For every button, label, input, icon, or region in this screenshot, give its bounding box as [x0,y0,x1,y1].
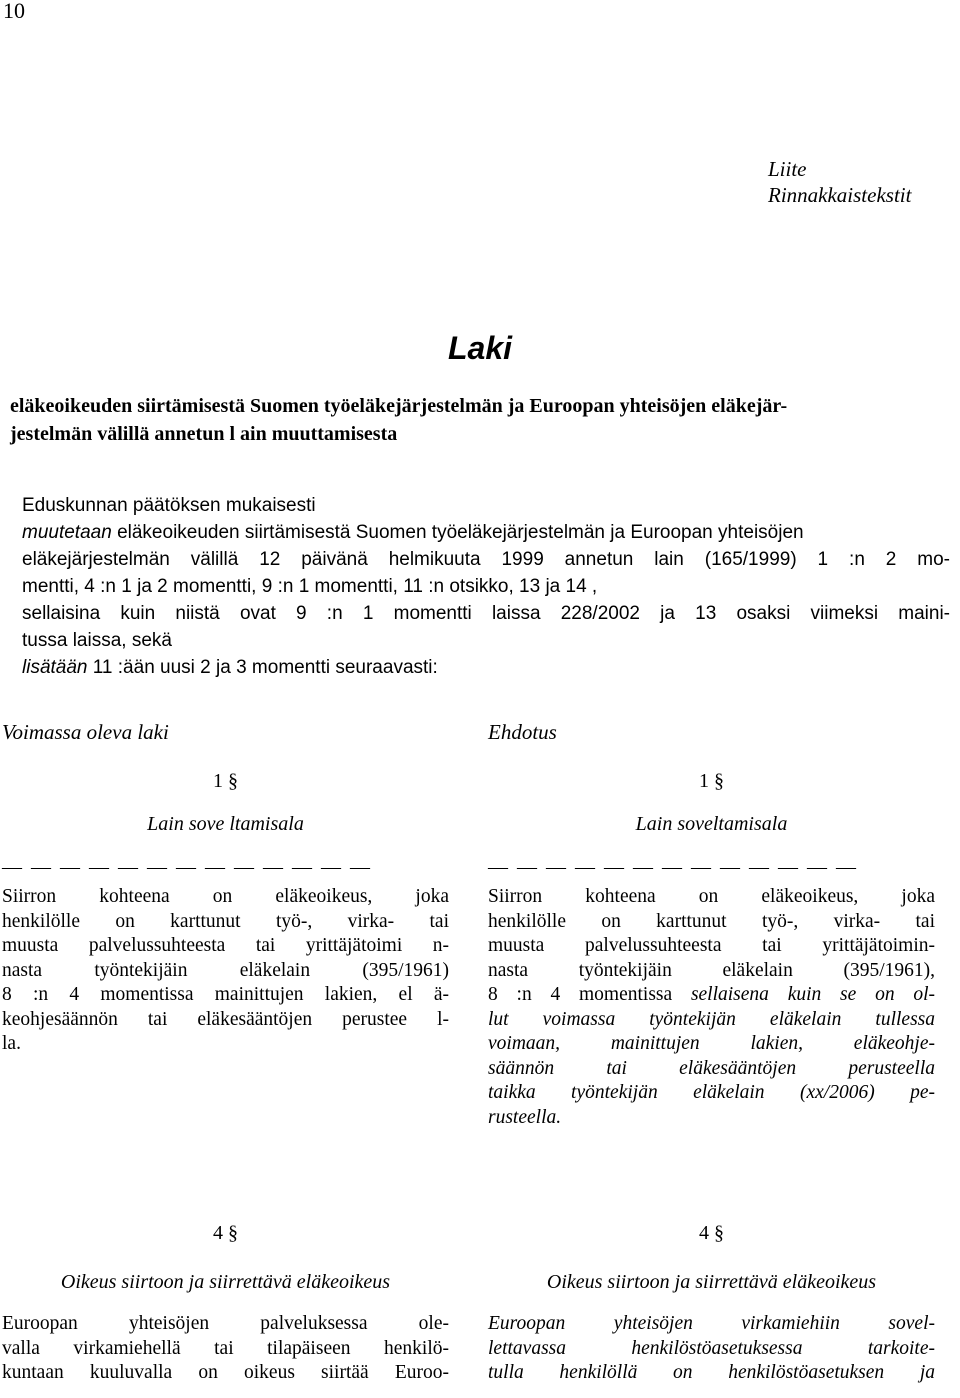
section-number: 4 § [213,1222,238,1244]
preamble-verb-amend: muutetaan [22,522,112,543]
law-subtitle-line: jestelmän välillä annetun l ain muuttamisesta [10,423,398,445]
amended-line: taikka työntekijän eläkelain (xx/2006) pe- [488,1082,935,1103]
appendix-title: Liite [768,157,807,181]
preamble [22,492,950,681]
section-paragraph [2,885,449,1057]
section-4-proposal [488,1222,935,1386]
amended-text: sellaisena kuin se on ol- [690,984,936,1005]
section-number: 1 § [213,770,238,792]
preamble-text: 11 :ään uusi 2 ja 3 momentti seuraavasti: [87,657,438,678]
amended-line: tulla henkilöllä on henkilöstöasetuksen ja [488,1362,935,1383]
paragraph-line: 8 :n 4 momentissa mainittujen lakien, el ä- [2,984,449,1005]
section-title: Lain soveltamisala [635,813,788,835]
amended-line: lut voimassa työntekijän eläkelain tullessa [488,1008,935,1030]
section-1-proposal [488,770,935,1130]
section-paragraph [488,1312,935,1386]
preamble-line: sellaisina kuin niistä ovat 9 :n 1 momentti laissa 228/2002 ja 13 osaksi viimeksi maini- [22,603,950,624]
page-number: 10 [3,0,25,23]
appendix-label [768,156,911,208]
law-subtitle-line: eläkeoikeuden siirtämisestä Suomen työeläkejärjestelmän ja Euroopan yhteisöjen eläkejär- [10,395,788,417]
paragraph-line: Euroopan yhteisöjen palveluksessa ole- [2,1313,449,1334]
section-1-current [2,770,449,1057]
appendix-subtitle: Rinnakkaistekstit [768,183,912,207]
paragraph-line: valla virkamiehellä tai tilapäiseen henkilö- [2,1337,449,1359]
paragraph-line: 8 :n 4 momentissa sellaisena kuin se on ol- [488,984,936,1005]
column-heading-proposal: Ehdotus [488,720,557,744]
paragraph-line: la. [2,1033,21,1054]
paragraph-line: henkilölle on karttunut työ-, virka- tai [2,910,449,932]
paragraph-line: keohjesäännön tai eläkesääntöjen perustee l- [2,1008,449,1030]
preamble-line: mentti, 4 :n 1 ja 2 momentti, 9 :n 1 momentti, 11 :n otsikko, 13 ja 14 , [22,576,598,597]
section-4-current [2,1222,449,1386]
paragraph-line: Siirron kohteena on eläkeoikeus, joka [2,886,449,907]
section-paragraph [488,885,935,1130]
section-number: 1 § [699,770,724,792]
paragraph-line: nasta työntekijäin eläkelain (395/1961), [488,959,935,981]
amended-line: voimaan, mainittujen lakien, eläkeohje- [488,1033,935,1054]
paragraph-line: kuntaan kuuluvalla on oikeus siirtää Euroo- [2,1362,449,1383]
paragraph-line: muusta palvelussuhteesta tai yrittäjätoimin- [488,935,935,956]
preamble-line: Eduskunnan päätöksen mukaisesti [22,495,316,516]
paragraph-line: nasta työntekijäin eläkelain (395/1961) [2,959,449,981]
preamble-text: eläkeoikeuden siirtämisestä Suomen työeläkejärjestelmän ja Euroopan yhteisöjen [111,522,804,543]
section-title: Oikeus siirtoon ja siirrettävä eläkeoikeus [60,1271,391,1293]
omitted-text-dashes: — — — — — — — — — — — — — [2,856,372,878]
law-title: Laki [447,330,513,366]
paragraph-line: muusta palvelussuhteesta tai yrittäjätoimi n- [2,935,449,956]
preamble-line: eläkejärjestelmän välillä 12 päivänä helmikuuta 1999 annetun lain (165/1999) 1 :n 2 mo- [22,549,950,570]
paragraph-line: henkilölle on karttunut työ-, virka- tai [488,910,935,932]
preamble-line [22,654,950,681]
preamble-line [22,519,950,546]
section-title: Lain sove ltamisala [147,813,304,835]
preamble-line: tussa laissa, sekä [22,630,172,651]
law-subtitle [10,392,950,448]
preamble-verb-add: lisätään [22,657,88,678]
amended-line: Euroopan yhteisöjen virkamiehiin sovel- [488,1313,935,1334]
amended-line: lettavassa henkilöstöasetuksessa tarkoite- [488,1337,935,1359]
section-paragraph [2,1312,449,1386]
amended-line: rusteella. [488,1106,562,1128]
section-number: 4 § [699,1222,724,1244]
column-heading-current-law: Voimassa oleva laki [2,720,169,744]
section-title: Oikeus siirtoon ja siirrettävä eläkeoikeus [546,1271,877,1293]
paragraph-line: Siirron kohteena on eläkeoikeus, joka [488,886,935,907]
amended-line: säännön tai eläkesääntöjen perusteella [488,1057,935,1079]
omitted-text-dashes: — — — — — — — — — — — — — [488,856,858,878]
